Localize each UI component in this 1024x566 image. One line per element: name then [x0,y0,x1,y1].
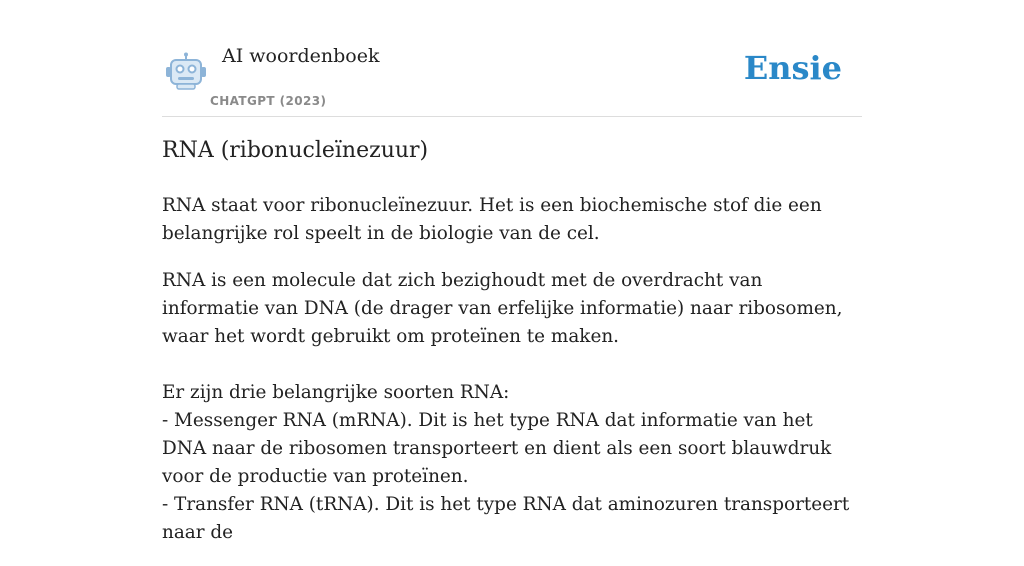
entry-title: RNA (ribonucleïnezuur) [162,138,429,163]
definition-paragraph: RNA is een molecule dat zich bezighoudt met de overdracht van informatie van DNA (de drager van erfelijke informatie) naar ribosomen, waar het wordt gebruikt om proteïnen te maken. Er zijn drie belangrijke soorten RNA: - Messenger RNA (mRNA). Dit is het type RNA dat informatie van het DNA naar de ribosomen transporteert en dient als een soort blauwdruk voor de productie van proteïnen. - Transfer RNA (tRNA). Dit is het type RNA dat aminozuren transporteert naar de [162,270,850,543]
dictionary-title[interactable]: AI woordenboek [222,45,380,67]
ensie-logo[interactable]: Ensie [743,49,842,87]
robot-icon [165,52,207,90]
source-label: CHATGPT (2023) [210,94,327,108]
definition-paragraph: RNA staat voor ribonucleïnezuur. Het is een biochemische stof die een belangrijke rol speelt in de biologie van de cel. [162,195,822,244]
entry-definition [162,192,862,566]
dictionary-header [162,40,862,117]
